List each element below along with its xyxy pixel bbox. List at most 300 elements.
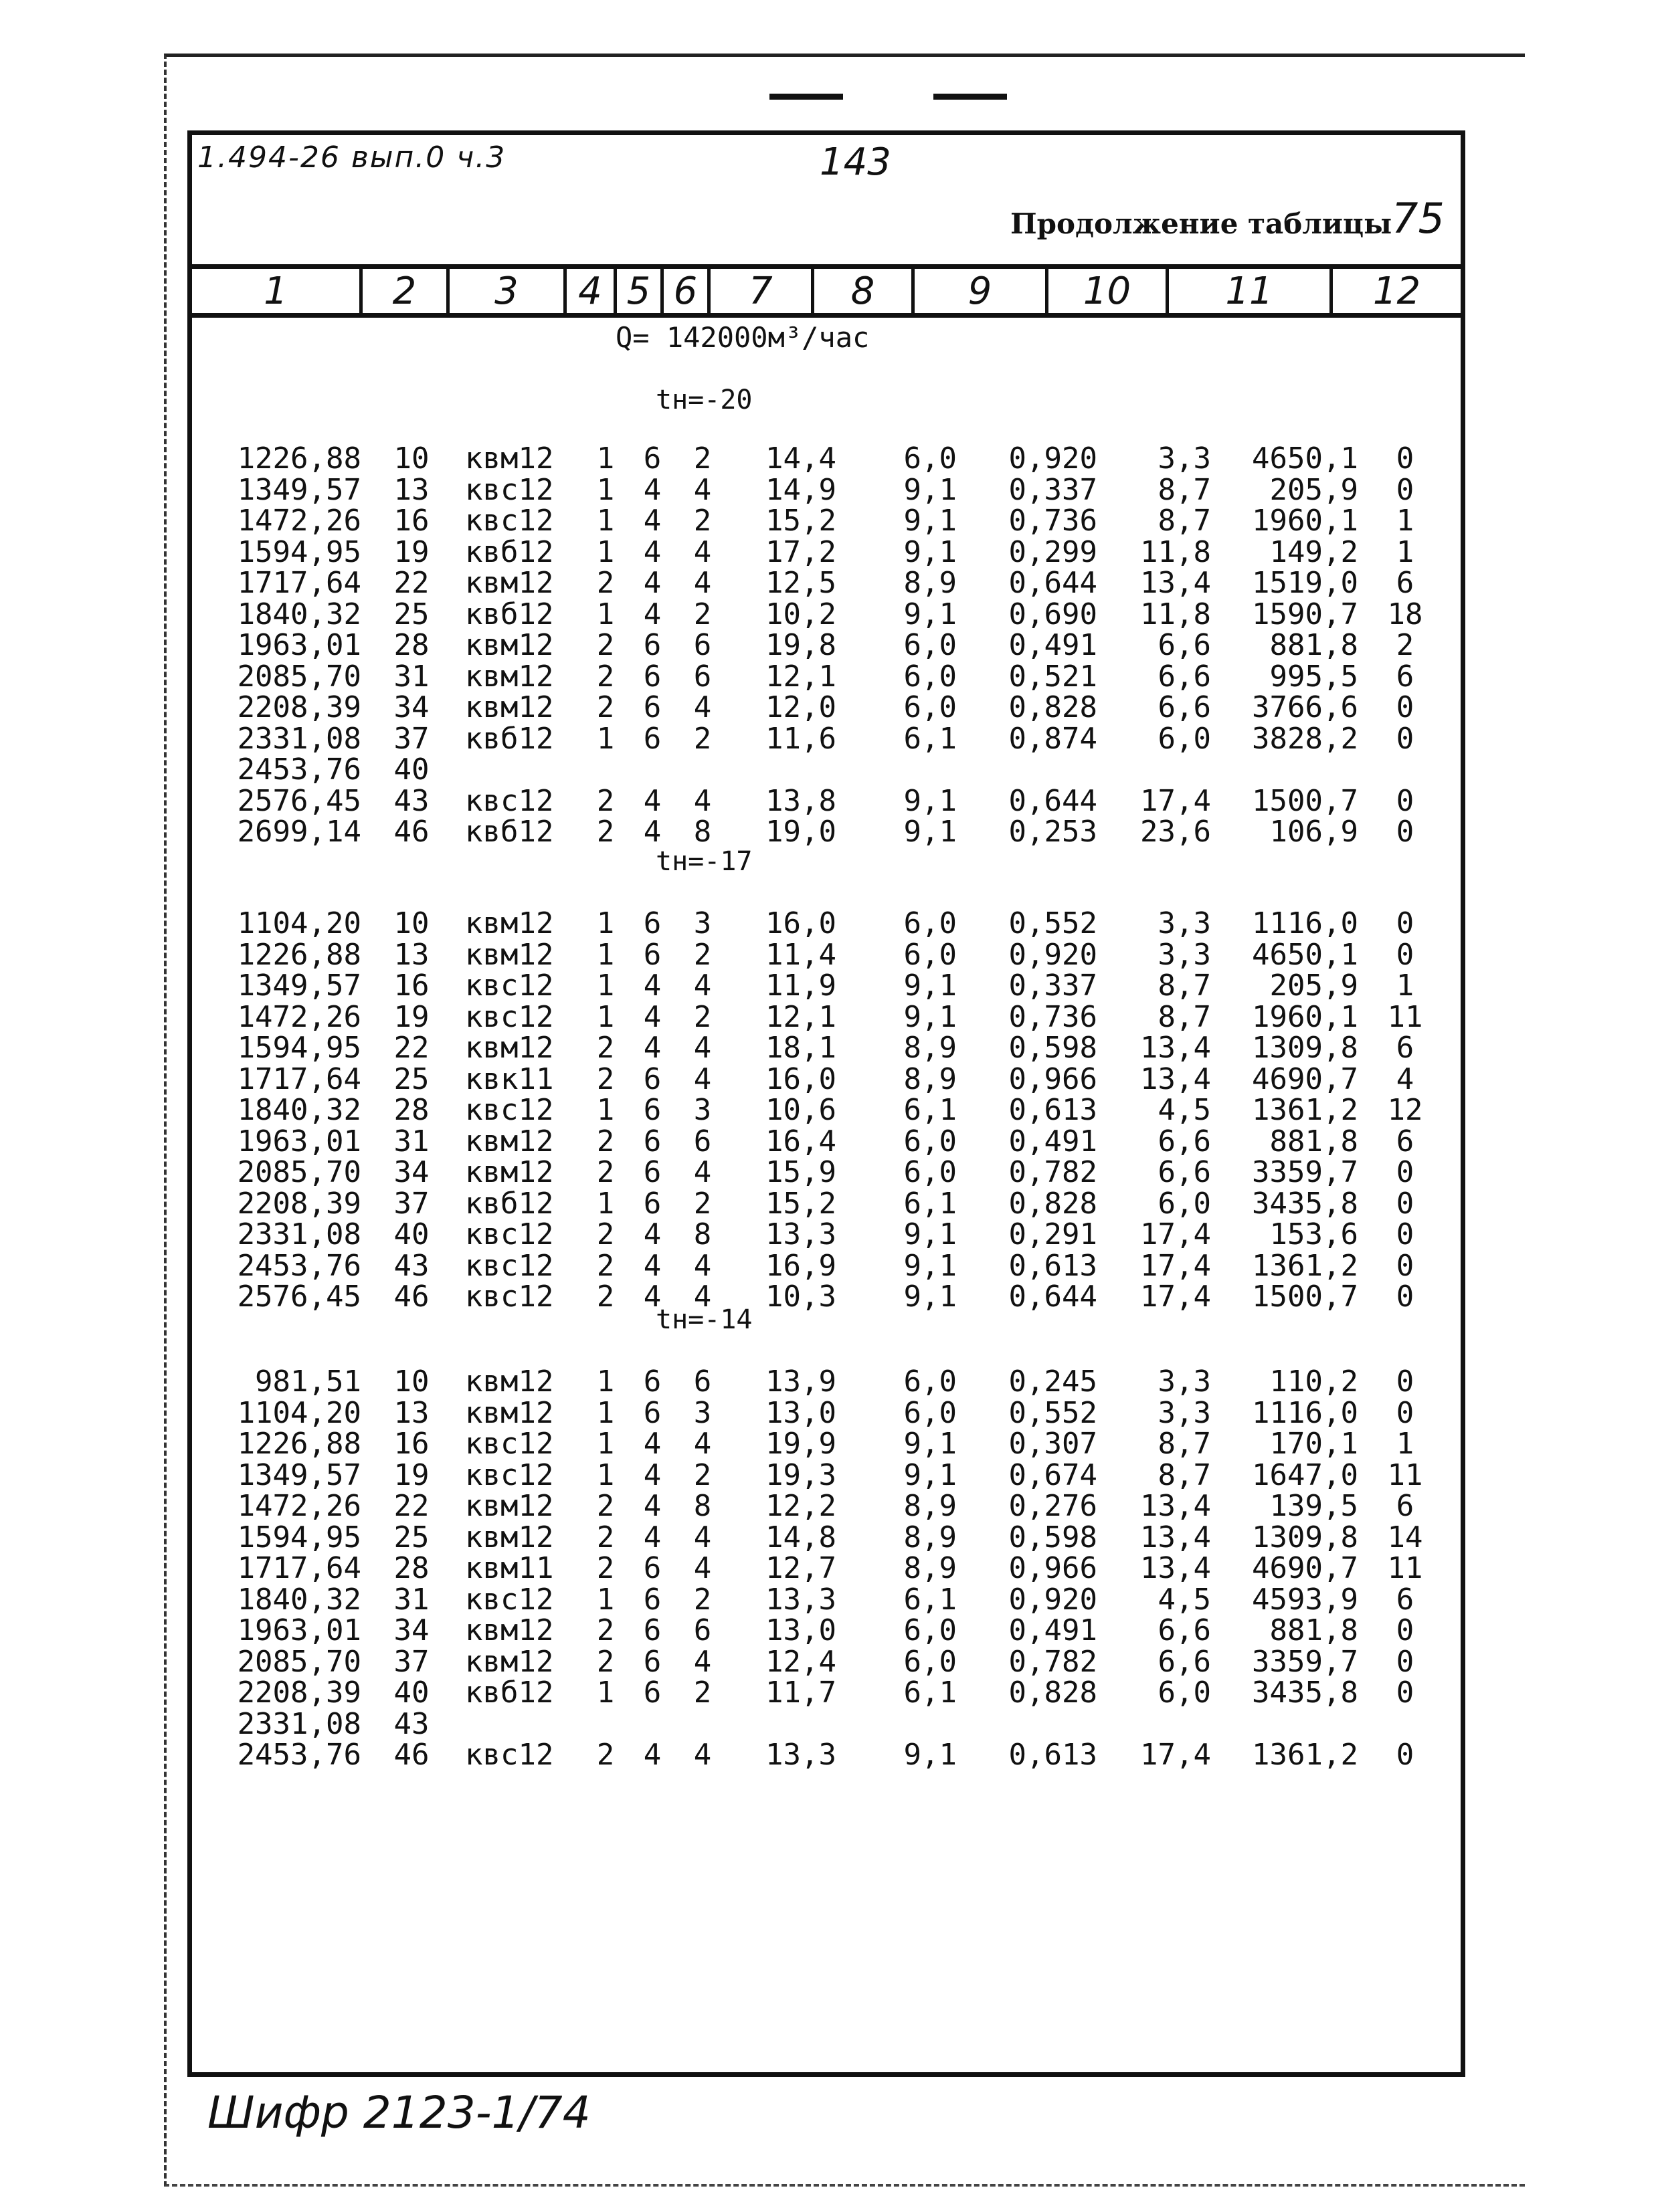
table-cell: 2: [693, 597, 712, 631]
table-cell: 0,736: [1008, 999, 1097, 1034]
table-cell: 4: [693, 1062, 712, 1096]
table-cell: 10,6: [765, 1093, 836, 1127]
table-cell: 0: [1396, 721, 1414, 756]
table-row: [0, 969, 1660, 1003]
table-cell: 1717,64: [237, 1062, 361, 1096]
table-cell: 17,4: [1140, 1217, 1211, 1251]
table-cell: 0,337: [1008, 969, 1097, 1003]
top-mark: [933, 94, 1007, 100]
table-cell: 17,2: [765, 534, 836, 569]
table-cell: квм12: [465, 1395, 554, 1430]
table-cell: 3,3: [1158, 1395, 1211, 1430]
table-cell: 2: [596, 628, 615, 662]
table-cell: 1349,57: [237, 969, 361, 1003]
column-header-row: [192, 264, 1461, 318]
table-cell: 6,6: [1158, 628, 1211, 662]
table-cell: 0,613: [1008, 1738, 1097, 1772]
table-cell: 2: [693, 1457, 712, 1492]
table-cell: 4: [693, 1520, 712, 1554]
table-cell: 34: [393, 690, 430, 724]
table-cell: 4690,7: [1252, 1062, 1358, 1096]
table-cell: 0,782: [1008, 1644, 1097, 1679]
column-header: 4: [567, 269, 617, 313]
table-cell: 1500,7: [1252, 783, 1358, 818]
table-cell: 1: [596, 441, 615, 476]
table-cell: квб12: [465, 597, 554, 631]
table-row: [0, 783, 1660, 818]
table-number: 75: [1392, 194, 1445, 243]
table-cell: 2576,45: [237, 783, 361, 818]
table-cell: 2208,39: [237, 1676, 361, 1710]
table-cell: 6: [643, 1124, 662, 1159]
table-cell: 1116,0: [1252, 1395, 1358, 1430]
table-cell: 37: [393, 721, 430, 756]
table-cell: 6,0: [903, 441, 957, 476]
table-row: [0, 1582, 1660, 1617]
table-cell: 6: [643, 1676, 662, 1710]
table-cell: 14: [1387, 1520, 1423, 1554]
table-cell: квб12: [465, 534, 554, 569]
table-cell: 11: [1387, 999, 1423, 1034]
table-cell: 4: [693, 1031, 712, 1065]
table-cell: 1: [596, 472, 615, 507]
table-row: [0, 1427, 1660, 1461]
table-cell: 4,5: [1158, 1582, 1211, 1617]
table-row: [0, 1613, 1660, 1647]
table-cell: 17,4: [1140, 1248, 1211, 1283]
table-cell: 0,644: [1008, 783, 1097, 818]
table-cell: 2: [693, 937, 712, 972]
table-cell: 2: [693, 1186, 712, 1221]
table-row: [0, 1031, 1660, 1065]
table-cell: 40: [393, 1217, 430, 1251]
table-cell: 4: [693, 472, 712, 507]
table-cell: 14,9: [765, 472, 836, 507]
table-cell: 0: [1396, 1395, 1414, 1430]
table-cell: 6,0: [903, 1613, 957, 1647]
table-row: [0, 1706, 1660, 1741]
top-mark: [769, 94, 843, 100]
table-cell: 0,674: [1008, 1457, 1097, 1492]
table-cell: 995,5: [1269, 659, 1358, 694]
table-cell: 3828,2: [1252, 721, 1358, 756]
table-cell: 10,2: [765, 597, 836, 631]
table-cell: 46: [393, 815, 430, 849]
table-cell: 0,644: [1008, 1280, 1097, 1314]
table-row: [0, 1186, 1660, 1221]
table-cell: 6,0: [903, 1365, 957, 1399]
table-cell: 3,3: [1158, 1365, 1211, 1399]
table-cell: квм12: [465, 566, 554, 600]
table-cell: 13,9: [765, 1365, 836, 1399]
table-cell: квм12: [465, 1613, 554, 1647]
table-row: [0, 721, 1660, 756]
table-cell: 1717,64: [237, 566, 361, 600]
table-cell: 18,1: [765, 1031, 836, 1065]
table-cell: 14,4: [765, 441, 836, 476]
table-cell: 1361,2: [1252, 1093, 1358, 1127]
table-cell: 4: [643, 1248, 662, 1283]
table-cell: 13,3: [765, 1738, 836, 1772]
table-cell: 170,1: [1269, 1427, 1358, 1461]
table-cell: 2208,39: [237, 1186, 361, 1221]
table-cell: 1: [596, 721, 615, 756]
table-row: [0, 1457, 1660, 1492]
table-cell: 31: [393, 659, 430, 694]
table-cell: 1472,26: [237, 999, 361, 1034]
table-cell: 19,8: [765, 628, 836, 662]
table-cell: квм12: [465, 659, 554, 694]
table-cell: 6: [643, 1365, 662, 1399]
table-cell: квс12: [465, 1457, 554, 1492]
table-cell: 981,51: [255, 1365, 361, 1399]
table-cell: 6,0: [903, 690, 957, 724]
table-cell: 1: [596, 1427, 615, 1461]
table-cell: 4: [693, 566, 712, 600]
table-cell: 4: [693, 1280, 712, 1314]
column-header: 10: [1048, 269, 1169, 313]
table-cell: 2453,76: [237, 1248, 361, 1283]
table-cell: 19,3: [765, 1457, 836, 1492]
table-cell: 1840,32: [237, 1582, 361, 1617]
table-cell: квм12: [465, 1520, 554, 1554]
table-cell: 4: [693, 1248, 712, 1283]
continuation-label: Продолжение таблицы: [1010, 207, 1392, 240]
table-cell: 13,0: [765, 1613, 836, 1647]
table-cell: 881,8: [1269, 1124, 1358, 1159]
table-cell: 2: [596, 1062, 615, 1096]
table-cell: 11,7: [765, 1676, 836, 1710]
table-cell: 6,1: [903, 1093, 957, 1127]
table-cell: 2453,76: [237, 1738, 361, 1772]
table-cell: 16: [393, 969, 430, 1003]
column-header: 12: [1372, 269, 1421, 313]
table-cell: 9,1: [903, 534, 957, 569]
table-cell: 15,9: [765, 1155, 836, 1189]
table-cell: 8,9: [903, 566, 957, 600]
table-cell: 11,6: [765, 721, 836, 756]
table-cell: 139,5: [1269, 1489, 1358, 1523]
table-cell: 0: [1396, 1738, 1414, 1772]
table-cell: 10: [393, 906, 430, 940]
table-cell: 4690,7: [1252, 1551, 1358, 1585]
table-cell: 6: [1396, 566, 1414, 600]
table-cell: 9,1: [903, 969, 957, 1003]
table-cell: 6: [643, 1582, 662, 1617]
table-cell: 2331,08: [237, 1217, 361, 1251]
table-cell: 9,1: [903, 504, 957, 538]
table-cell: 0,552: [1008, 1395, 1097, 1430]
table-cell: 2: [693, 721, 712, 756]
table-cell: 1960,1: [1252, 504, 1358, 538]
column-header: 5: [617, 269, 664, 313]
table-cell: 8: [693, 815, 712, 849]
table-cell: 1594,95: [237, 1520, 361, 1554]
table-cell: 4: [693, 783, 712, 818]
table-cell: 6: [643, 906, 662, 940]
table-cell: 12,4: [765, 1644, 836, 1679]
table-cell: квм12: [465, 1644, 554, 1679]
table-cell: 34: [393, 1613, 430, 1647]
table-cell: 23,6: [1140, 815, 1211, 849]
table-cell: 2: [596, 1217, 615, 1251]
table-cell: 8,7: [1158, 504, 1211, 538]
table-cell: 1594,95: [237, 1031, 361, 1065]
table-cell: 12,5: [765, 566, 836, 600]
table-cell: 17,4: [1140, 1280, 1211, 1314]
table-cell: 1: [596, 1676, 615, 1710]
table-cell: 9,1: [903, 999, 957, 1034]
table-cell: 0,491: [1008, 1124, 1097, 1159]
table-cell: 0: [1396, 1155, 1414, 1189]
table-cell: квм12: [465, 1124, 554, 1159]
table-cell: 0,307: [1008, 1427, 1097, 1461]
table-cell: 10: [393, 441, 430, 476]
table-cell: 31: [393, 1124, 430, 1159]
table-cell: 6,1: [903, 721, 957, 756]
table-cell: 2208,39: [237, 690, 361, 724]
table-cell: 4: [643, 566, 662, 600]
column-header: 11: [1169, 269, 1333, 313]
table-cell: 9,1: [903, 1217, 957, 1251]
column-header: 3: [450, 269, 567, 313]
table-cell: 43: [393, 783, 430, 818]
table-cell: 0: [1396, 441, 1414, 476]
table-row: [0, 1280, 1660, 1314]
table-cell: 4650,1: [1252, 937, 1358, 972]
table-cell: 34: [393, 1155, 430, 1189]
table-cell: 1840,32: [237, 1093, 361, 1127]
table-cell: 8,7: [1158, 969, 1211, 1003]
table-cell: 4,5: [1158, 1093, 1211, 1127]
table-cell: квс12: [465, 1280, 554, 1314]
table-cell: 6: [1396, 1124, 1414, 1159]
table-cell: 11: [1387, 1457, 1423, 1492]
table-cell: 0,253: [1008, 815, 1097, 849]
table-cell: 3: [693, 1093, 712, 1127]
table-cell: 16,4: [765, 1124, 836, 1159]
table-cell: 6,0: [903, 1395, 957, 1430]
table-cell: 9,1: [903, 1457, 957, 1492]
table-cell: 37: [393, 1186, 430, 1221]
table-cell: 0,782: [1008, 1155, 1097, 1189]
table-cell: 16,0: [765, 906, 836, 940]
flow-rate-label: Q= 142000м³/час: [616, 321, 870, 354]
table-cell: 4: [643, 472, 662, 507]
table-cell: квб12: [465, 1676, 554, 1710]
table-cell: 2: [596, 1124, 615, 1159]
table-cell: 13,4: [1140, 1520, 1211, 1554]
table-cell: 13: [393, 1395, 430, 1430]
table-cell: 1: [596, 906, 615, 940]
table-cell: 25: [393, 597, 430, 631]
table-row: [0, 1248, 1660, 1283]
table-cell: 1519,0: [1252, 566, 1358, 600]
table-cell: квс12: [465, 999, 554, 1034]
table-cell: 22: [393, 1489, 430, 1523]
table-cell: 2: [596, 815, 615, 849]
table-cell: 149,2: [1269, 534, 1358, 569]
table-cell: 28: [393, 1093, 430, 1127]
table-row: [0, 659, 1660, 694]
table-cell: 9,1: [903, 1738, 957, 1772]
table-cell: 16,9: [765, 1248, 836, 1283]
table-cell: 2: [596, 690, 615, 724]
table-cell: 9,1: [903, 783, 957, 818]
table-cell: 0,828: [1008, 1186, 1097, 1221]
table-cell: 3359,7: [1252, 1644, 1358, 1679]
table-cell: квс12: [465, 1093, 554, 1127]
table-cell: 22: [393, 1031, 430, 1065]
table-cell: 205,9: [1269, 472, 1358, 507]
table-row: [0, 472, 1660, 507]
table-cell: 0,521: [1008, 659, 1097, 694]
table-cell: 6: [1396, 1489, 1414, 1523]
table-row: [0, 534, 1660, 569]
table-cell: 6: [643, 1155, 662, 1189]
table-cell: 6,0: [903, 906, 957, 940]
table-cell: 11,9: [765, 969, 836, 1003]
table-cell: 2: [596, 1489, 615, 1523]
table-cell: 8,9: [903, 1520, 957, 1554]
table-cell: 1960,1: [1252, 999, 1358, 1034]
table-cell: 4: [643, 1738, 662, 1772]
table-row: [0, 1124, 1660, 1159]
table-cell: квс12: [465, 969, 554, 1003]
table-cell: 2: [1396, 628, 1414, 662]
table-cell: 2085,70: [237, 1155, 361, 1189]
table-cell: 1647,0: [1252, 1457, 1358, 1492]
table-cell: 13,8: [765, 783, 836, 818]
table-row: [0, 815, 1660, 849]
table-cell: 0,491: [1008, 628, 1097, 662]
table-row: [0, 937, 1660, 972]
table-cell: 13,4: [1140, 566, 1211, 600]
table-row: [0, 1644, 1660, 1679]
table-row: [0, 1062, 1660, 1096]
table-cell: 2085,70: [237, 1644, 361, 1679]
table-cell: 0,828: [1008, 1676, 1097, 1710]
table-cell: 13,4: [1140, 1031, 1211, 1065]
table-cell: 8,7: [1158, 999, 1211, 1034]
table-cell: 4: [693, 1155, 712, 1189]
table-cell: 2: [596, 1613, 615, 1647]
table-cell: 153,6: [1269, 1217, 1358, 1251]
table-cell: 1: [596, 534, 615, 569]
table-cell: 8,9: [903, 1062, 957, 1096]
table-cell: 0,245: [1008, 1365, 1097, 1399]
table-cell: 6,6: [1158, 1644, 1211, 1679]
table-row: [0, 1365, 1660, 1399]
table-cell: квм11: [465, 1551, 554, 1585]
table-cell: квм12: [465, 441, 554, 476]
table-cell: 6: [643, 441, 662, 476]
table-cell: 18: [1387, 597, 1423, 631]
table-row: [0, 906, 1660, 940]
table-cell: 25: [393, 1062, 430, 1096]
table-cell: 8,7: [1158, 472, 1211, 507]
table-row: [0, 628, 1660, 662]
table-cell: 13: [393, 472, 430, 507]
column-header: 2: [363, 269, 450, 313]
table-cell: 0,276: [1008, 1489, 1097, 1523]
table-cell: 11,4: [765, 937, 836, 972]
table-cell: 6: [643, 721, 662, 756]
table-cell: 205,9: [1269, 969, 1358, 1003]
table-cell: 3435,8: [1252, 1186, 1358, 1221]
table-cell: 12,1: [765, 999, 836, 1034]
table-cell: 0: [1396, 472, 1414, 507]
table-row: [0, 1520, 1660, 1554]
table-cell: 3,3: [1158, 937, 1211, 972]
column-header: 9: [915, 269, 1048, 313]
table-cell: 1361,2: [1252, 1248, 1358, 1283]
table-row: [0, 566, 1660, 600]
table-cell: 0,920: [1008, 937, 1097, 972]
table-cell: 10,3: [765, 1280, 836, 1314]
table-cell: 13,0: [765, 1395, 836, 1430]
table-cell: 6: [643, 937, 662, 972]
table-cell: 6: [643, 1644, 662, 1679]
table-cell: 0: [1396, 1365, 1414, 1399]
table-cell: 0,291: [1008, 1217, 1097, 1251]
table-cell: 0,299: [1008, 534, 1097, 569]
table-cell: квс12: [465, 783, 554, 818]
table-cell: 4650,1: [1252, 441, 1358, 476]
table-cell: 6,1: [903, 1186, 957, 1221]
table-cell: 0,920: [1008, 1582, 1097, 1617]
table-cell: 1: [596, 969, 615, 1003]
table-cell: 8,9: [903, 1031, 957, 1065]
table-cell: 6,1: [903, 1676, 957, 1710]
column-header: 6: [664, 269, 711, 313]
table-row: [0, 1551, 1660, 1585]
table-row: [0, 690, 1660, 724]
table-cell: 13,4: [1140, 1551, 1211, 1585]
table-cell: 1309,8: [1252, 1520, 1358, 1554]
table-row: [0, 504, 1660, 538]
table-cell: 4: [693, 1427, 712, 1461]
table-row: [0, 597, 1660, 631]
table-cell: 4: [643, 783, 662, 818]
table-cell: 4: [1396, 1062, 1414, 1096]
table-row: [0, 1395, 1660, 1430]
table-cell: квс12: [465, 1217, 554, 1251]
table-cell: 43: [393, 1248, 430, 1283]
table-cell: 2: [596, 1031, 615, 1065]
table-cell: 2453,76: [237, 752, 361, 787]
table-cell: квм12: [465, 1365, 554, 1399]
table-cell: 19,9: [765, 1427, 836, 1461]
table-cell: 1: [1396, 969, 1414, 1003]
column-header: 1: [192, 269, 363, 313]
table-cell: 12,2: [765, 1489, 836, 1523]
table-cell: 13: [393, 937, 430, 972]
table-cell: 1: [1396, 504, 1414, 538]
table-cell: 881,8: [1269, 1613, 1358, 1647]
table-cell: 1: [596, 1365, 615, 1399]
table-cell: 1349,57: [237, 472, 361, 507]
table-cell: 13,4: [1140, 1489, 1211, 1523]
table-row: [0, 1155, 1660, 1189]
table-cell: 1: [1396, 534, 1414, 569]
table-cell: 2331,08: [237, 721, 361, 756]
table-cell: 0,613: [1008, 1093, 1097, 1127]
table-cell: 4: [643, 1217, 662, 1251]
table-cell: 12,0: [765, 690, 836, 724]
table-cell: 2: [596, 1280, 615, 1314]
table-cell: 1963,01: [237, 628, 361, 662]
